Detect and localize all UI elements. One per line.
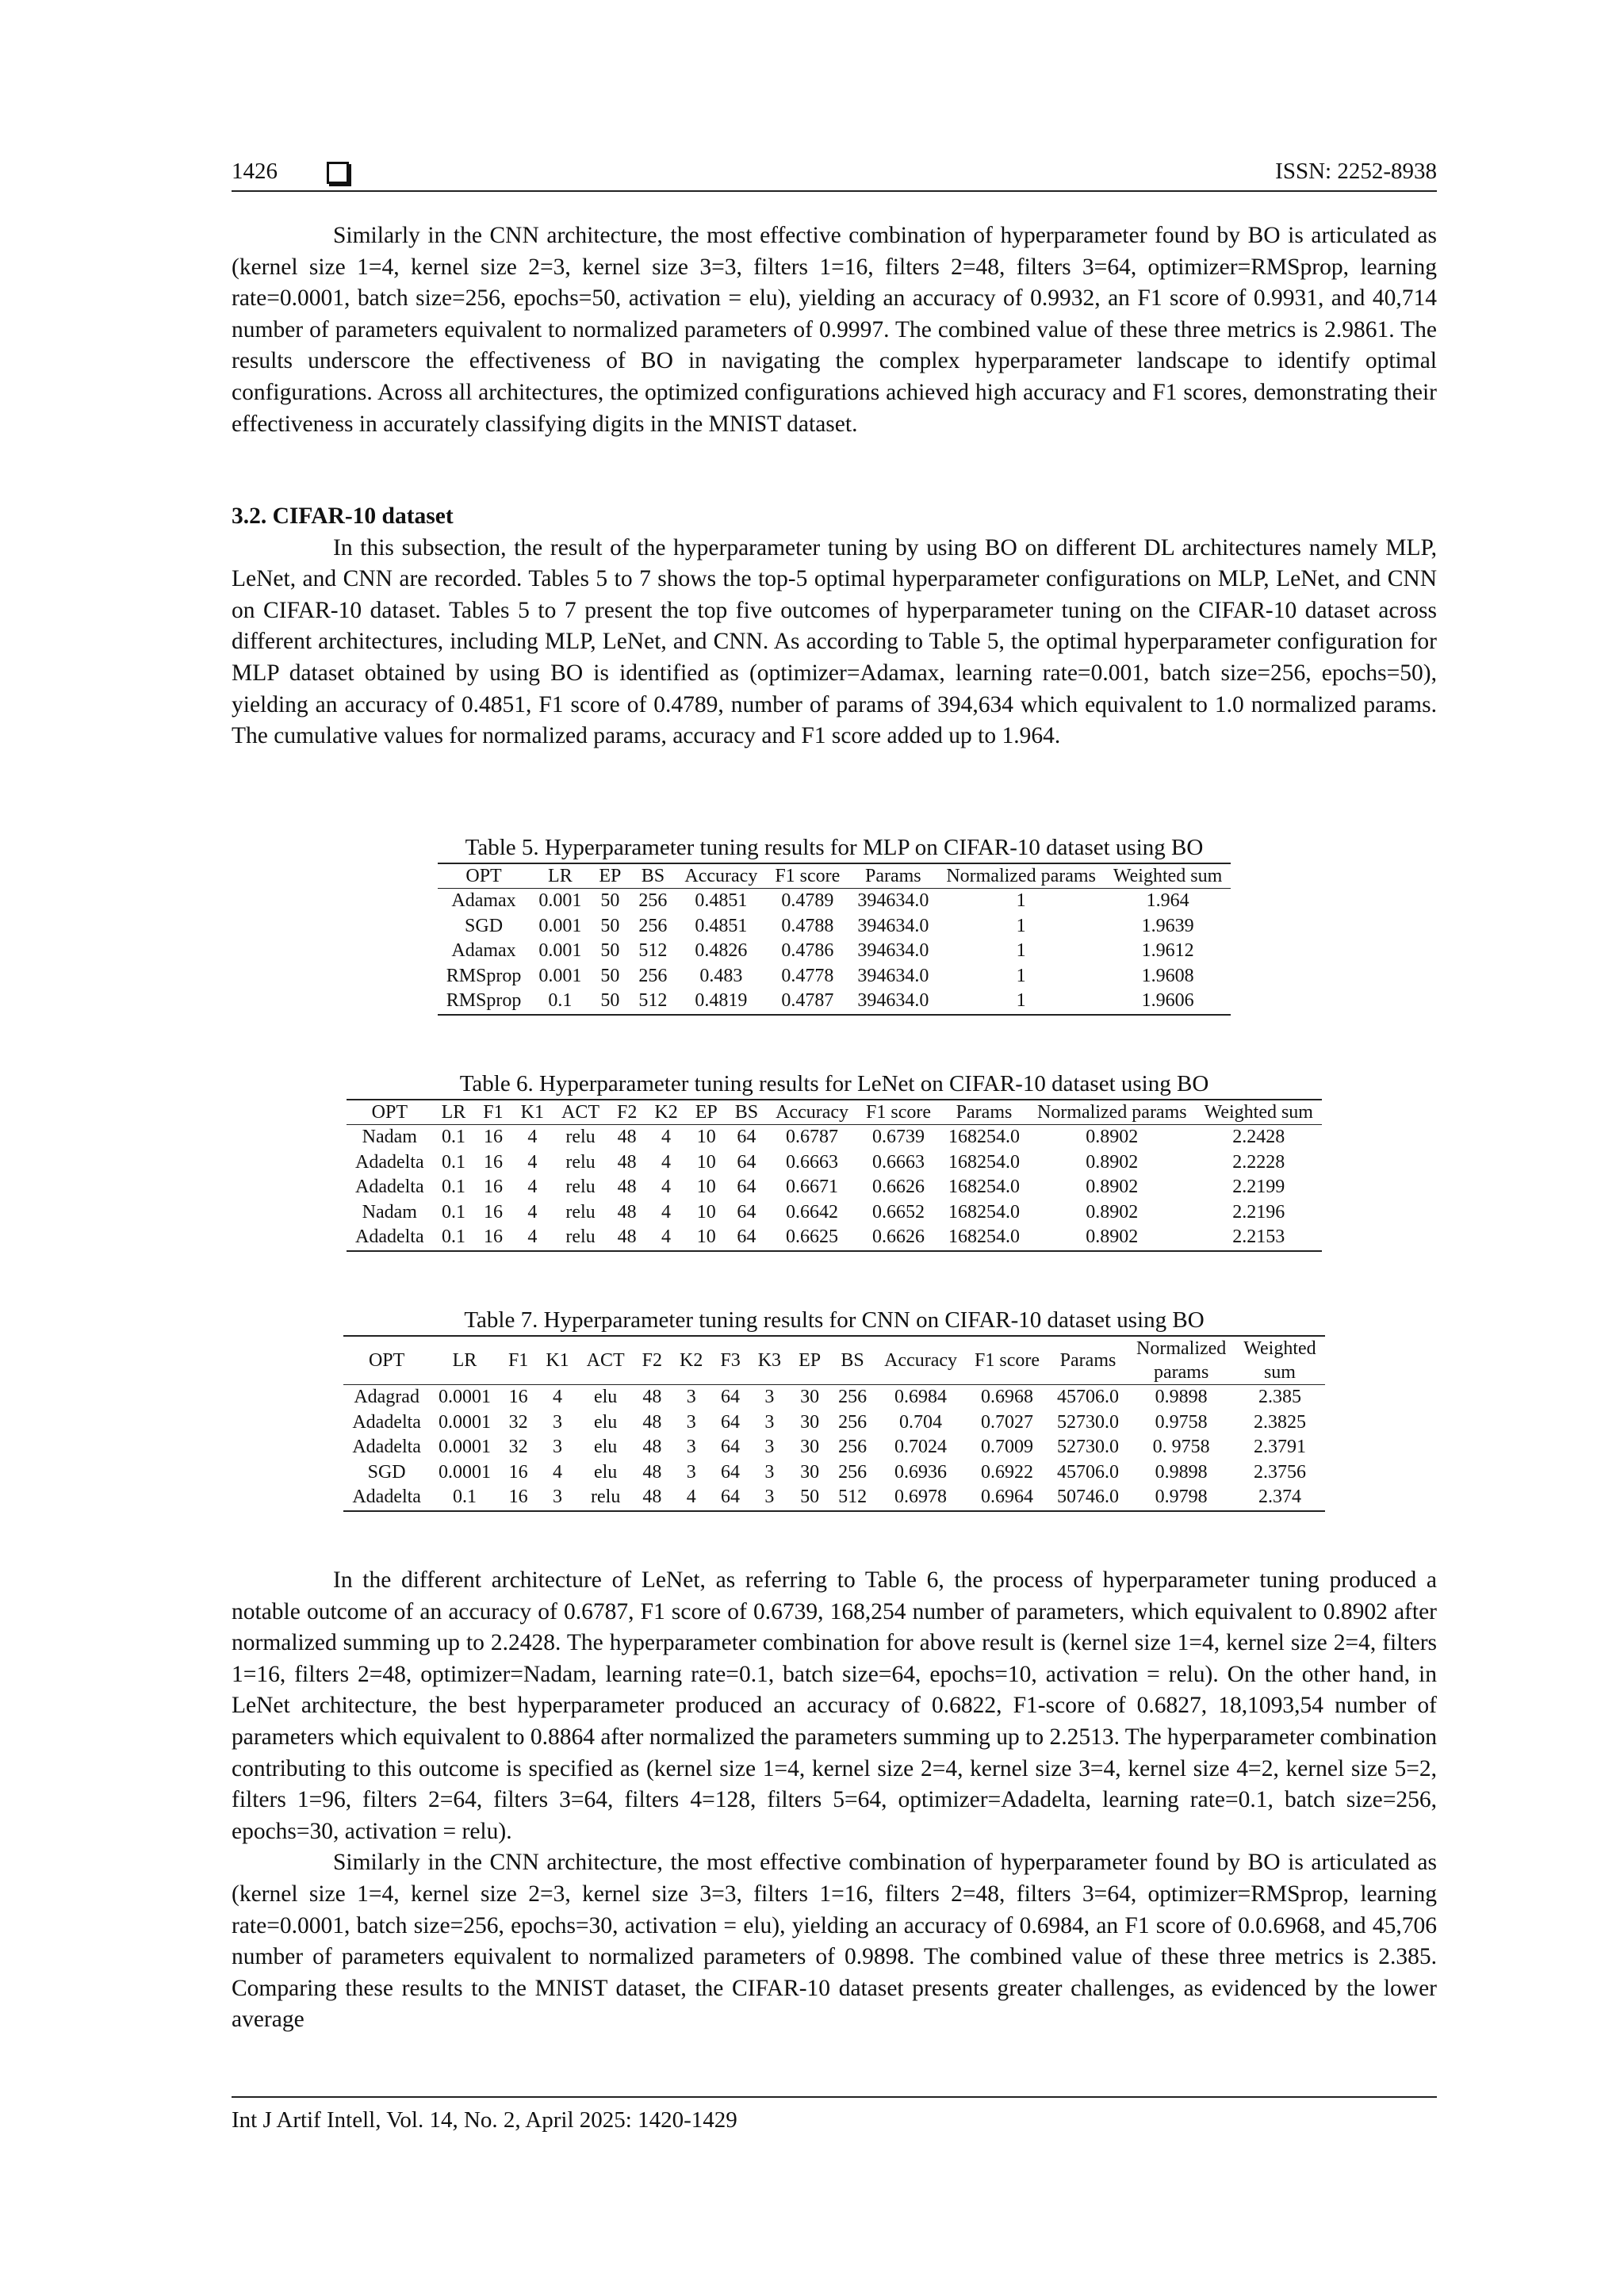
square-bullet-icon — [327, 162, 349, 184]
table-cell: 394634.0 — [857, 940, 929, 961]
table-6-header: K1 — [512, 1100, 553, 1125]
section-3-2 — [232, 501, 1437, 752]
table-cell: SGD — [367, 1461, 406, 1483]
table-cell: RMSprop — [446, 965, 522, 986]
table-6-header: Weighted sum — [1196, 1100, 1322, 1125]
table-cell: 0.6922 — [981, 1461, 1033, 1483]
table-cell: 0.6671 — [786, 1177, 839, 1197]
table-7 — [343, 1335, 1324, 1512]
table-cell: 0.6663 — [872, 1151, 925, 1173]
table-cell: 0.4788 — [781, 915, 834, 936]
table-cell: 0.0001 — [438, 1437, 491, 1457]
table-cell: 256 — [838, 1411, 868, 1433]
table-7-header-normalized-params — [1128, 1336, 1235, 1385]
table-7-header: F2 — [634, 1336, 671, 1385]
table-cell: 0.001 — [538, 965, 582, 986]
page-header — [232, 155, 1437, 192]
table-cell: 0.483 — [699, 965, 743, 986]
table-cell: 0.4787 — [766, 989, 848, 1015]
table-6-header: Accuracy — [767, 1100, 857, 1125]
header-line: Weighted — [1243, 1338, 1316, 1359]
table-cell: SGD — [465, 915, 504, 936]
table-row — [343, 1385, 1324, 1410]
table-cell: 3 — [537, 1485, 577, 1511]
table-cell: 394634.0 — [848, 989, 937, 1015]
table-cell: 0.6642 — [786, 1201, 839, 1223]
table-cell: 1.9606 — [1105, 989, 1231, 1015]
table-cell: 3 — [749, 1485, 790, 1511]
table-cell: RMSprop — [438, 989, 530, 1015]
table-cell: 30 — [800, 1437, 820, 1457]
table-cell: 1 — [1016, 915, 1026, 936]
table-cell: 45706.0 — [1057, 1461, 1119, 1483]
table-cell: 3 — [764, 1411, 775, 1433]
table-cell: 0.9798 — [1128, 1485, 1235, 1511]
table-7-header: F3 — [711, 1336, 749, 1385]
table-cell: 48 — [642, 1411, 662, 1433]
table-cell: 168254.0 — [948, 1127, 1020, 1147]
table-cell: relu — [578, 1485, 634, 1511]
table-6-header: Normalized params — [1028, 1100, 1196, 1125]
table-cell: 3 — [686, 1387, 696, 1407]
table-cell: 2.2428 — [1232, 1127, 1285, 1147]
table-cell: 0.4851 — [695, 890, 748, 911]
table-cell: 50 — [600, 890, 620, 911]
page-number: 1426 — [232, 159, 278, 184]
table-cell: 0.6936 — [894, 1461, 948, 1483]
table-cell: 0.7024 — [894, 1437, 948, 1457]
table-cell: 48 — [617, 1127, 637, 1147]
table-6-header: BS — [726, 1100, 767, 1125]
paragraph-1-block — [232, 220, 1437, 440]
table-cell: 16 — [483, 1177, 503, 1197]
table-cell: 10 — [687, 1225, 726, 1251]
table-cell: 2.2196 — [1232, 1201, 1285, 1223]
table-cell: 4 — [645, 1225, 686, 1251]
table-cell: 16 — [483, 1127, 503, 1147]
table-cell: 64 — [721, 1461, 741, 1483]
table-cell: Nadam — [362, 1127, 417, 1147]
table-cell: 52730.0 — [1057, 1411, 1119, 1433]
table-cell: elu — [593, 1387, 618, 1407]
table-cell: 512 — [829, 1485, 875, 1511]
table-cell: 0.6787 — [786, 1127, 839, 1147]
table-cell: 256 — [838, 1437, 868, 1457]
table-cell: 64 — [737, 1177, 756, 1197]
paragraph-1: Similarly in the CNN architecture, the most effective combination of hyperparameter found by BO is articulated as (kernel size 1=4, kernel size 2=3, kernel size 3=3, filters 1=16, filters 2=48, filters 3=64, optimizer=RMSprop, learning rate=0.0001, batch size=256, epochs=50, activation = elu), yielding an accuracy of 0.9932, an F1 score of 0.9931, and 40,714 number of parameters equivalent to normalized parameters of 0.9997. The combined value of these three metrics is 2.9861. The results underscore the effectiveness of BO in navigating the complex hyperparameter landscape to identify optimal configurations. Across all architectures, the optimized configurations achieved high accuracy and F1 scores, demonstrating their effectiveness in accurately classifying digits in the MNIST dataset. — [232, 223, 1437, 437]
table-cell: 48 — [617, 1177, 637, 1197]
table-row — [438, 914, 1231, 939]
table-cell: 0.7027 — [981, 1411, 1033, 1433]
table-cell: 0.7009 — [981, 1437, 1033, 1457]
table-cell: 64 — [737, 1201, 756, 1223]
table-cell: 4 — [552, 1387, 562, 1407]
table-cell: 3 — [686, 1461, 696, 1483]
table-cell: 0.0001 — [438, 1411, 491, 1433]
table-cell: 0.9898 — [1155, 1461, 1208, 1483]
table-6-header: F1 — [474, 1100, 511, 1125]
table-7-header: F1 score — [966, 1336, 1048, 1385]
table-5 — [438, 863, 1231, 1016]
table-cell: 0.4851 — [695, 915, 748, 936]
table-cell: 64 — [711, 1485, 749, 1511]
table-cell: 16 — [474, 1225, 511, 1251]
table-cell: 48 — [642, 1461, 662, 1483]
table-cell: Adadelta — [343, 1485, 430, 1511]
table-row — [343, 1410, 1324, 1436]
table-row — [347, 1225, 1322, 1251]
table-cell: 1 — [1016, 890, 1026, 911]
table-cell: 394634.0 — [857, 965, 929, 986]
table-cell: 512 — [638, 940, 668, 961]
table-cell: 4 — [661, 1177, 672, 1197]
table-cell: 50 — [600, 940, 620, 961]
table-7-header: Params — [1048, 1336, 1128, 1385]
table-cell: 256 — [638, 965, 668, 986]
table-cell: Adadelta — [347, 1225, 433, 1251]
table-cell: 50746.0 — [1048, 1485, 1128, 1511]
table-cell: 3 — [686, 1411, 696, 1433]
table-6-header: ACT — [553, 1100, 608, 1125]
table-cell: 2.385 — [1258, 1387, 1301, 1407]
table-cell: 256 — [638, 915, 668, 936]
table-cell: 168254.0 — [940, 1225, 1028, 1251]
table-row — [343, 1460, 1324, 1486]
issn: ISSN: 2252-8938 — [1275, 159, 1437, 184]
table-cell: 16 — [508, 1461, 528, 1483]
table-7-body — [343, 1385, 1324, 1511]
table-7-header: K2 — [671, 1336, 711, 1385]
table-cell: 4 — [671, 1485, 711, 1511]
table-cell: Adadelta — [355, 1151, 424, 1173]
table-cell: 0.4786 — [781, 940, 834, 961]
table-cell: 0.8902 — [1086, 1151, 1139, 1173]
table-cell: 0.0001 — [438, 1461, 491, 1483]
header-line: params — [1153, 1362, 1209, 1383]
table-cell: 0.6625 — [767, 1225, 857, 1251]
table-cell: 10 — [696, 1201, 716, 1223]
table-cell: 0. 9758 — [1152, 1437, 1210, 1457]
table-cell: 394634.0 — [857, 890, 929, 911]
table-6-header: OPT — [347, 1100, 433, 1125]
table-7-header: EP — [790, 1336, 829, 1385]
table-cell: Nadam — [362, 1201, 417, 1223]
table-cell: 0.001 — [538, 940, 582, 961]
table-cell: 256 — [838, 1387, 868, 1407]
table-cell: 1.9612 — [1141, 940, 1194, 961]
table-7-header: F1 — [500, 1336, 537, 1385]
table-6 — [347, 1099, 1322, 1252]
table-cell: 168254.0 — [948, 1151, 1020, 1173]
table-cell: 2.3825 — [1253, 1411, 1306, 1433]
table-cell: 1.9639 — [1141, 915, 1194, 936]
table-cell: elu — [593, 1411, 618, 1433]
table-cell: 3 — [764, 1437, 775, 1457]
table-5-header: EP — [590, 863, 630, 889]
table-cell: 0.704 — [899, 1411, 943, 1433]
table-cell: 0.1 — [441, 1151, 465, 1173]
table-cell: 2.374 — [1235, 1485, 1324, 1511]
table-cell: 0.9898 — [1155, 1387, 1208, 1407]
table-cell: 48 — [642, 1437, 662, 1457]
table-6-header: EP — [687, 1100, 726, 1125]
table-cell: 0.4789 — [781, 890, 834, 911]
paragraph-2: In this subsection, the result of the hyperparameter tuning by using BO on different DL architectures namely MLP, LeNet, and CNN are recorded. Tables 5 to 7 shows the top-5 optimal hyperparameter configurations on MLP, LeNet, and CNN on CIFAR-10 dataset. Tables 5 to 7 present the top five outcomes of hyperparameter tuning on the CIFAR-10 dataset across different architectures, including MLP, LeNet, and CNN. As according to Table 5, the optimal hyperparameter configuration for MLP dataset obtained by using BO is identified as (optimizer=Adamax, learning rate=0.001, batch size=256, epochs=50), yielding an accuracy of 0.4851, F1 score of 0.4789, number of params of 394,634 which equivalent to 1.0 normalized params. The cumulative values for normalized params, accuracy and F1 score added up to 1.964. — [232, 534, 1437, 749]
table-row — [343, 1435, 1324, 1460]
table-cell: 0.001 — [538, 890, 582, 911]
table-cell: 1 — [937, 989, 1105, 1015]
table-5-header: Accuracy — [676, 863, 766, 889]
table-cell: 30 — [800, 1411, 820, 1433]
table-7-header: Accuracy — [875, 1336, 966, 1385]
table-cell: 0.6626 — [872, 1177, 925, 1197]
table-cell: 48 — [617, 1151, 637, 1173]
table-5-body — [438, 889, 1231, 1015]
table-cell: 1 — [1016, 940, 1026, 961]
table-cell: 32 — [508, 1411, 528, 1433]
table-cell: 64 — [726, 1225, 767, 1251]
table-5-header: Weighted sum — [1105, 863, 1231, 889]
table-cell: 1.9608 — [1141, 965, 1194, 986]
table-row — [347, 1175, 1322, 1200]
table-7-header: BS — [829, 1336, 875, 1385]
table-5-block — [232, 834, 1437, 1016]
table-7-header: LR — [430, 1336, 500, 1385]
paragraph-4: Similarly in the CNN architecture, the most effective combination of hyperparameter found by BO is articulated as (kernel size 1=4, kernel size 2=3, kernel size 3=3, filters 1=16, filters 2=48, filters 3=64, optimizer=RMSprop, learning rate=0.0001, batch size=256, epochs=30, activation = elu), yielding an accuracy of 0.6984, an F1 score of 0.0.6968, and 45,706 number of parameters equivalent to normalized parameters of 0.9898. The combined value of these three metrics is 2.385. Comparing these results to the MNIST dataset, the CIFAR-10 dataset presents greater challenges, as evidenced by the lower average — [232, 1850, 1437, 2033]
table-cell: 0.6964 — [966, 1485, 1048, 1511]
table-cell: 16 — [483, 1151, 503, 1173]
table-cell: 0.4778 — [781, 965, 834, 986]
table-cell: 30 — [800, 1387, 820, 1407]
table-cell: relu — [565, 1127, 596, 1147]
table-cell: 1 — [1016, 965, 1026, 986]
table-cell: 0.4826 — [695, 940, 748, 961]
table-6-block — [232, 1070, 1437, 1252]
table-cell: 0.1 — [441, 1177, 465, 1197]
table-5-header: OPT — [438, 863, 530, 889]
table-7-header: ACT — [578, 1336, 634, 1385]
table-6-header: LR — [433, 1100, 475, 1125]
table-row — [347, 1150, 1322, 1176]
table-cell: 168254.0 — [948, 1201, 1020, 1223]
page-footer: Int J Artif Intell, Vol. 14, No. 2, April 2025: 1420-1429 — [232, 2096, 1437, 2133]
table-cell: 52730.0 — [1057, 1437, 1119, 1457]
table-cell: 0.6978 — [875, 1485, 966, 1511]
table-cell: 48 — [642, 1387, 662, 1407]
table-cell: 0.6663 — [786, 1151, 839, 1173]
table-7-header: K1 — [537, 1336, 577, 1385]
table-cell: 0.1 — [441, 1127, 465, 1147]
table-cell: 16 — [508, 1387, 528, 1407]
header-line: Normalized — [1136, 1338, 1227, 1359]
table-cell: 0.001 — [538, 915, 582, 936]
table-5-header: Params — [848, 863, 937, 889]
table-cell: 168254.0 — [948, 1177, 1020, 1197]
table-cell: 0.6739 — [872, 1127, 925, 1147]
table-cell: 0.4819 — [676, 989, 766, 1015]
table-cell: 512 — [630, 989, 676, 1015]
table-6-header: K2 — [645, 1100, 686, 1125]
table-cell: 4 — [661, 1127, 672, 1147]
table-7-caption: Table 7. Hyperparameter tuning results for CNN on CIFAR-10 dataset using BO — [464, 1307, 1205, 1333]
table-cell: 48 — [608, 1225, 645, 1251]
table-cell: 50 — [790, 1485, 829, 1511]
table-cell: 2.2228 — [1232, 1151, 1285, 1173]
table-cell: 0.8902 — [1028, 1225, 1196, 1251]
table-cell: 3 — [552, 1411, 562, 1433]
table-row — [347, 1200, 1322, 1226]
table-cell: 4 — [512, 1225, 553, 1251]
table-cell: 64 — [721, 1387, 741, 1407]
table-cell: 0.1 — [430, 1485, 500, 1511]
table-cell: 3 — [764, 1387, 775, 1407]
table-cell: 32 — [508, 1437, 528, 1457]
table-cell: relu — [565, 1151, 596, 1173]
table-cell: Adadelta — [352, 1437, 421, 1457]
table-5-header: Normalized params — [937, 863, 1105, 889]
table-6-body — [347, 1125, 1322, 1251]
table-cell: Adagrad — [354, 1387, 419, 1407]
table-cell: relu — [565, 1177, 596, 1197]
table-cell: 0.1 — [530, 989, 590, 1015]
table-cell: 64 — [721, 1411, 741, 1433]
table-cell: 50 — [600, 965, 620, 986]
table-cell: 45706.0 — [1057, 1387, 1119, 1407]
table-row — [438, 964, 1231, 989]
table-cell: 50 — [600, 915, 620, 936]
table-7-header: K3 — [749, 1336, 790, 1385]
table-5-caption: Table 5. Hyperparameter tuning results for MLP on CIFAR-10 dataset using BO — [465, 835, 1204, 860]
table-cell: 64 — [721, 1437, 741, 1457]
table-cell: 64 — [737, 1151, 756, 1173]
table-6-header: F1 score — [857, 1100, 940, 1125]
table-cell: 48 — [617, 1201, 637, 1223]
table-cell: 10 — [696, 1151, 716, 1173]
table-cell: 10 — [696, 1177, 716, 1197]
table-6-caption: Table 6. Hyperparameter tuning results for LeNet on CIFAR-10 dataset using BO — [459, 1071, 1209, 1096]
table-5-header: LR — [530, 863, 590, 889]
table-cell: Adamax — [451, 940, 516, 961]
table-row — [347, 1125, 1322, 1150]
table-cell: 0.0001 — [438, 1387, 491, 1407]
table-cell: elu — [593, 1437, 618, 1457]
table-cell: 48 — [634, 1485, 671, 1511]
table-cell: 0.8902 — [1086, 1177, 1139, 1197]
table-cell: elu — [593, 1461, 618, 1483]
table-7-header-weighted-sum — [1235, 1336, 1324, 1385]
table-cell: 30 — [800, 1461, 820, 1483]
table-cell: 2.3756 — [1253, 1461, 1306, 1483]
table-cell: 0.6984 — [894, 1387, 948, 1407]
table-cell: 0.1 — [441, 1201, 465, 1223]
table-cell: 1.964 — [1146, 890, 1189, 911]
table-cell: 3 — [686, 1437, 696, 1457]
table-7-block — [232, 1307, 1437, 1512]
table-row — [438, 889, 1231, 914]
table-cell: 0.8902 — [1086, 1201, 1139, 1223]
table-cell: relu — [553, 1225, 608, 1251]
table-cell: 256 — [838, 1461, 868, 1483]
table-cell: 4 — [527, 1201, 538, 1223]
table-cell: 50 — [590, 989, 630, 1015]
table-7-header: OPT — [343, 1336, 430, 1385]
table-row — [343, 1485, 1324, 1511]
table-cell: 16 — [483, 1201, 503, 1223]
table-6-header: Params — [940, 1100, 1028, 1125]
table-cell: 256 — [638, 890, 668, 911]
table-cell: 4 — [661, 1201, 672, 1223]
paragraph-3: In the different architecture of LeNet, as referring to Table 6, the process of hyperparameter tuning produced a notable outcome of an accuracy of 0.6787, F1 score of 0.6739, 168,254 number of parameters, which equivalent to 0.8902 after normalized summing up to 2.2428. The hyperparameter combination for above result is (kernel size 1=4, kernel size 2=4, filters 1=16, filters 2=48, optimizer=Nadam, learning rate=0.1, batch size=64, epochs=10, activation = relu). On the other hand, in LeNet architecture, the best hyperparameter produced an accuracy of 0.6822, F1-score of 0.6827, 18,1093,54 number of parameters which equivalent to 0.8864 after normalized the parameters summing up to 2.2513. The hyperparameter combination contributing to this outcome is specified as (kernel size 1=4, kernel size 2=4, kernel size 3=4, kernel size 4=2, kernel size 5=2, filters 1=96, filters 2=64, filters 3=64, filters 4=128, filters 5=64, optimizer=Adadelta, learning rate=0.1, batch size=256, epochs=30, activation = relu). — [232, 1567, 1437, 1844]
table-cell: 0.6626 — [857, 1225, 940, 1251]
table-row — [438, 989, 1231, 1015]
paragraph-3-block — [232, 1565, 1437, 2036]
table-cell: 0.6652 — [872, 1201, 925, 1223]
table-cell: 4 — [527, 1151, 538, 1173]
table-cell: 4 — [552, 1461, 562, 1483]
table-cell: Adadelta — [352, 1411, 421, 1433]
table-cell: 0.6968 — [981, 1387, 1033, 1407]
table-cell: 4 — [527, 1127, 538, 1147]
table-cell: 10 — [696, 1127, 716, 1147]
table-cell: 394634.0 — [857, 915, 929, 936]
table-cell: 2.2199 — [1232, 1177, 1285, 1197]
table-cell: 0.8902 — [1086, 1127, 1139, 1147]
table-cell: 3 — [764, 1461, 775, 1483]
table-cell: relu — [565, 1201, 596, 1223]
header-line: sum — [1263, 1362, 1296, 1383]
table-cell: 64 — [737, 1127, 756, 1147]
table-cell: Adamax — [451, 890, 516, 911]
table-row — [438, 939, 1231, 964]
table-cell: 4 — [527, 1177, 538, 1197]
table-cell: 2.3791 — [1253, 1437, 1306, 1457]
table-5-header: F1 score — [766, 863, 848, 889]
table-cell: 4 — [661, 1151, 672, 1173]
table-5-header: BS — [630, 863, 676, 889]
table-cell: 0.9758 — [1155, 1411, 1208, 1433]
table-cell: 2.2153 — [1196, 1225, 1322, 1251]
table-cell: 0.1 — [433, 1225, 475, 1251]
section-title: 3.2. CIFAR-10 dataset — [232, 503, 454, 529]
table-cell: 16 — [500, 1485, 537, 1511]
table-cell: Adadelta — [355, 1177, 424, 1197]
table-6-header: F2 — [608, 1100, 645, 1125]
table-cell: 3 — [552, 1437, 562, 1457]
